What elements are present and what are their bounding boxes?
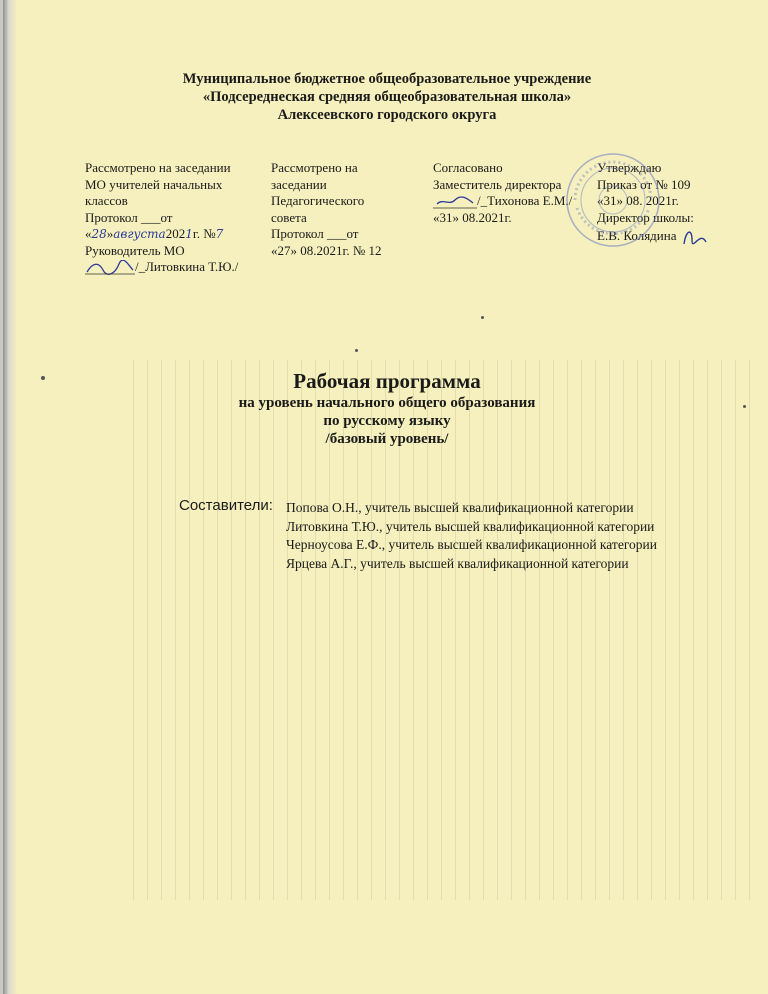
approval-text: Утверждаю — [597, 160, 662, 175]
approval-text: Рассмотрено на заседании — [85, 160, 231, 175]
signature-icon — [433, 194, 477, 210]
signatory-name: Е.В. Колядина — [597, 227, 677, 243]
approval-text: Протокол ___от — [85, 209, 173, 225]
approval-text: Согласовано — [433, 160, 503, 175]
handwritten-year-digit: 1 — [185, 227, 193, 241]
header-line-2: «Подсереднеская средняя общеобразовательная школа» — [202, 89, 572, 105]
approval-block-deputy — [433, 160, 572, 227]
approval-text: «27» 08.2021г. № 12 — [271, 242, 382, 258]
signature-icon — [85, 260, 135, 276]
protocol-number-label: г. № — [192, 226, 216, 241]
quote-close: » — [106, 226, 114, 241]
approval-text: совета — [271, 209, 307, 225]
header-line-1: Муниципальное бюджетное общеобразовательное учреждение — [182, 71, 592, 87]
title-subject: по русскому языку — [323, 413, 451, 429]
title-level: на уровень начального общего образования — [238, 395, 536, 411]
author-item: Черноусова Е.Ф., учитель высшей квалификационной категории — [286, 537, 657, 552]
authors-list — [286, 499, 657, 573]
school-stamp-icon — [563, 150, 663, 250]
handwritten-protocol-number: 7 — [215, 227, 224, 241]
document-title — [3, 368, 768, 448]
signature-line — [85, 259, 238, 276]
approval-text: заседании — [271, 176, 327, 192]
approval-text: Педагогического — [271, 193, 365, 208]
scan-speck — [355, 349, 358, 352]
approval-text: классов — [85, 193, 128, 208]
quote-open: « — [85, 226, 92, 241]
header-line-3: Алексеевского городского округа — [277, 107, 497, 123]
author-item: Попова О.Н., учитель высшей квалификационной категории — [286, 500, 634, 515]
approval-text: Заместитель директора — [433, 176, 562, 192]
handwritten-day: 28 — [91, 227, 107, 241]
title-basic-level: /базовый уровень/ — [325, 431, 449, 447]
approval-text: Руководитель МО — [85, 242, 185, 258]
approval-text: Рассмотрено на — [271, 160, 358, 175]
approval-text: Приказ от № 109 — [597, 176, 691, 192]
author-item: Ярцева А.Г., учитель высшей квалификационной категории — [286, 555, 629, 571]
year-prefix: 202 — [165, 226, 186, 241]
school-header — [3, 70, 768, 124]
protocol-date-line — [85, 226, 238, 243]
signature-icon — [680, 226, 710, 248]
approval-block-mo — [85, 160, 238, 276]
handwritten-month: августа — [113, 227, 166, 241]
signatory-name: /_Тихонова Е.М./ — [477, 193, 573, 208]
title-main: Рабочая программа — [293, 369, 481, 393]
authors-label: Составители: — [179, 497, 273, 514]
approval-text: Директор школы: — [597, 209, 694, 225]
approval-block-council — [271, 160, 382, 259]
approval-text: МО учителей начальных — [85, 176, 223, 192]
approval-text: Протокол ___от — [271, 226, 359, 241]
approval-text: «31» 08. 2021г. — [597, 193, 679, 208]
author-item: Литовкина Т.Ю., учитель высшей квалификационной категории — [286, 518, 655, 534]
signatory-name: /_Литовкина Т.Ю./ — [135, 259, 239, 274]
approval-text: «31» 08.2021г. — [433, 210, 512, 226]
signature-line — [433, 193, 572, 210]
scan-edge — [3, 0, 17, 994]
scan-speck — [481, 316, 484, 319]
